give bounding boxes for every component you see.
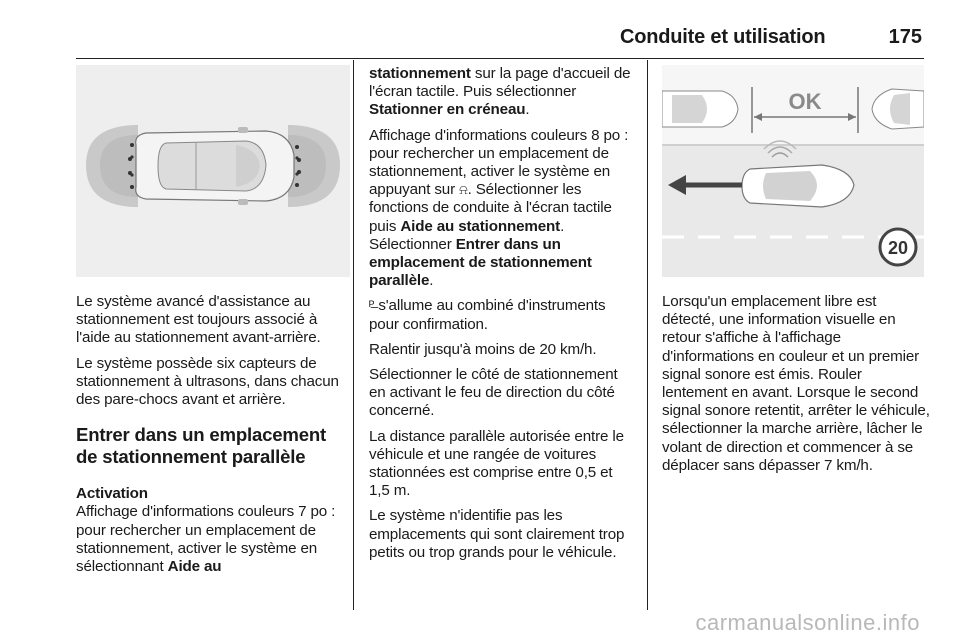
text-column-3 (662, 293, 930, 482)
paragraph (76, 503, 348, 576)
paragraph (369, 65, 637, 120)
watermark: carmanualsonline.info (695, 610, 920, 635)
paragraph: Le système avancé d'assistance au stationnement est toujours associé à l'aide au stationnement avant-arrière. (76, 293, 321, 347)
text-span: s'allume au combiné d'instruments pour confirmation. (369, 297, 606, 333)
bold-text: Stationner en créneau (369, 101, 526, 119)
parking-indicator-icon: ᴾ̶ (369, 298, 375, 314)
page-number: 175 (888, 26, 922, 48)
paragraph: La distance parallèle autorisée entre le véhicule et une rangée de voitures stationnées est comprise entre 0,5 et 1,5 m. (369, 427, 624, 500)
section-heading: Entrer dans un emplacement de stationnement parallèle (76, 424, 327, 468)
text-span: . (525, 101, 530, 119)
text-span: . (429, 272, 434, 290)
column-divider-right (647, 60, 648, 610)
car-top-view-icon (76, 65, 350, 277)
bold-text: stationnement (369, 65, 471, 82)
bold-text: Entrer dans un emplacement de stationnement parallèle (369, 235, 592, 290)
column-divider-left (353, 60, 354, 610)
parking-symbol-icon: ⍾ (459, 182, 468, 198)
text-span: . Sélectionner les fonctions de conduite à l'écran tactile puis (369, 181, 612, 235)
header-rule (76, 58, 924, 59)
paragraph: Lorsqu'un emplacement libre est détecté, une information visuelle en retour s'affiche à l'affichage d'informations en couleur et un premier signal sonore est émis. Rouler lentement en avant. Lorsque le second signal sonore retentit, arrêter le véhicule, sélectionner la marche arrière, lâcher le volant de direction et commencer à se déplacer sans dépasser 7 km/h. (662, 293, 930, 474)
paragraph (369, 297, 637, 333)
paragraph: Sélectionner le côté de stationnement en activant le feu de direction du côté concerné. (369, 366, 618, 420)
paragraph (369, 127, 637, 291)
speed-sign-label: 20 (887, 238, 909, 258)
text-span: sur la page d'accueil de l'écran tactile. Puis sélectionner (369, 65, 631, 101)
text-column-1 (76, 293, 348, 583)
paragraph: Ralentir jusqu'à moins de 20 km/h. (369, 340, 597, 358)
bold-text: Aide au stationnement (400, 217, 561, 235)
paragraph: Le système n'identifie pas les emplacements qui sont clairement trop petits ou trop grands pour le véhicule. (369, 507, 625, 561)
text-span: Affichage d'informations couleurs 8 po : pour rechercher un emplacement de stationnement, activer le système en appuyant sur (369, 126, 629, 199)
paragraph: Le système possède six capteurs de stationnement à ultrasons, dans chacun des pare-chocs avant et arrière. (76, 354, 339, 409)
subheading: Activation (76, 485, 148, 503)
figure-parallel-parking-scene (662, 65, 924, 277)
parallel-parking-scene-icon (662, 65, 924, 277)
text-span: . Sélectionner (369, 217, 565, 253)
page-header-title: Conduite et utilisation (620, 26, 826, 48)
text-column-2 (369, 65, 637, 569)
ok-label: OK (788, 89, 822, 114)
bold-text: Aide au (167, 558, 222, 576)
figure-car-sensor-zones (76, 65, 350, 277)
text-span: Affichage d'informations couleurs 7 po : pour rechercher un emplacement de stationnement, activer le système en sélectionnant (76, 503, 336, 576)
